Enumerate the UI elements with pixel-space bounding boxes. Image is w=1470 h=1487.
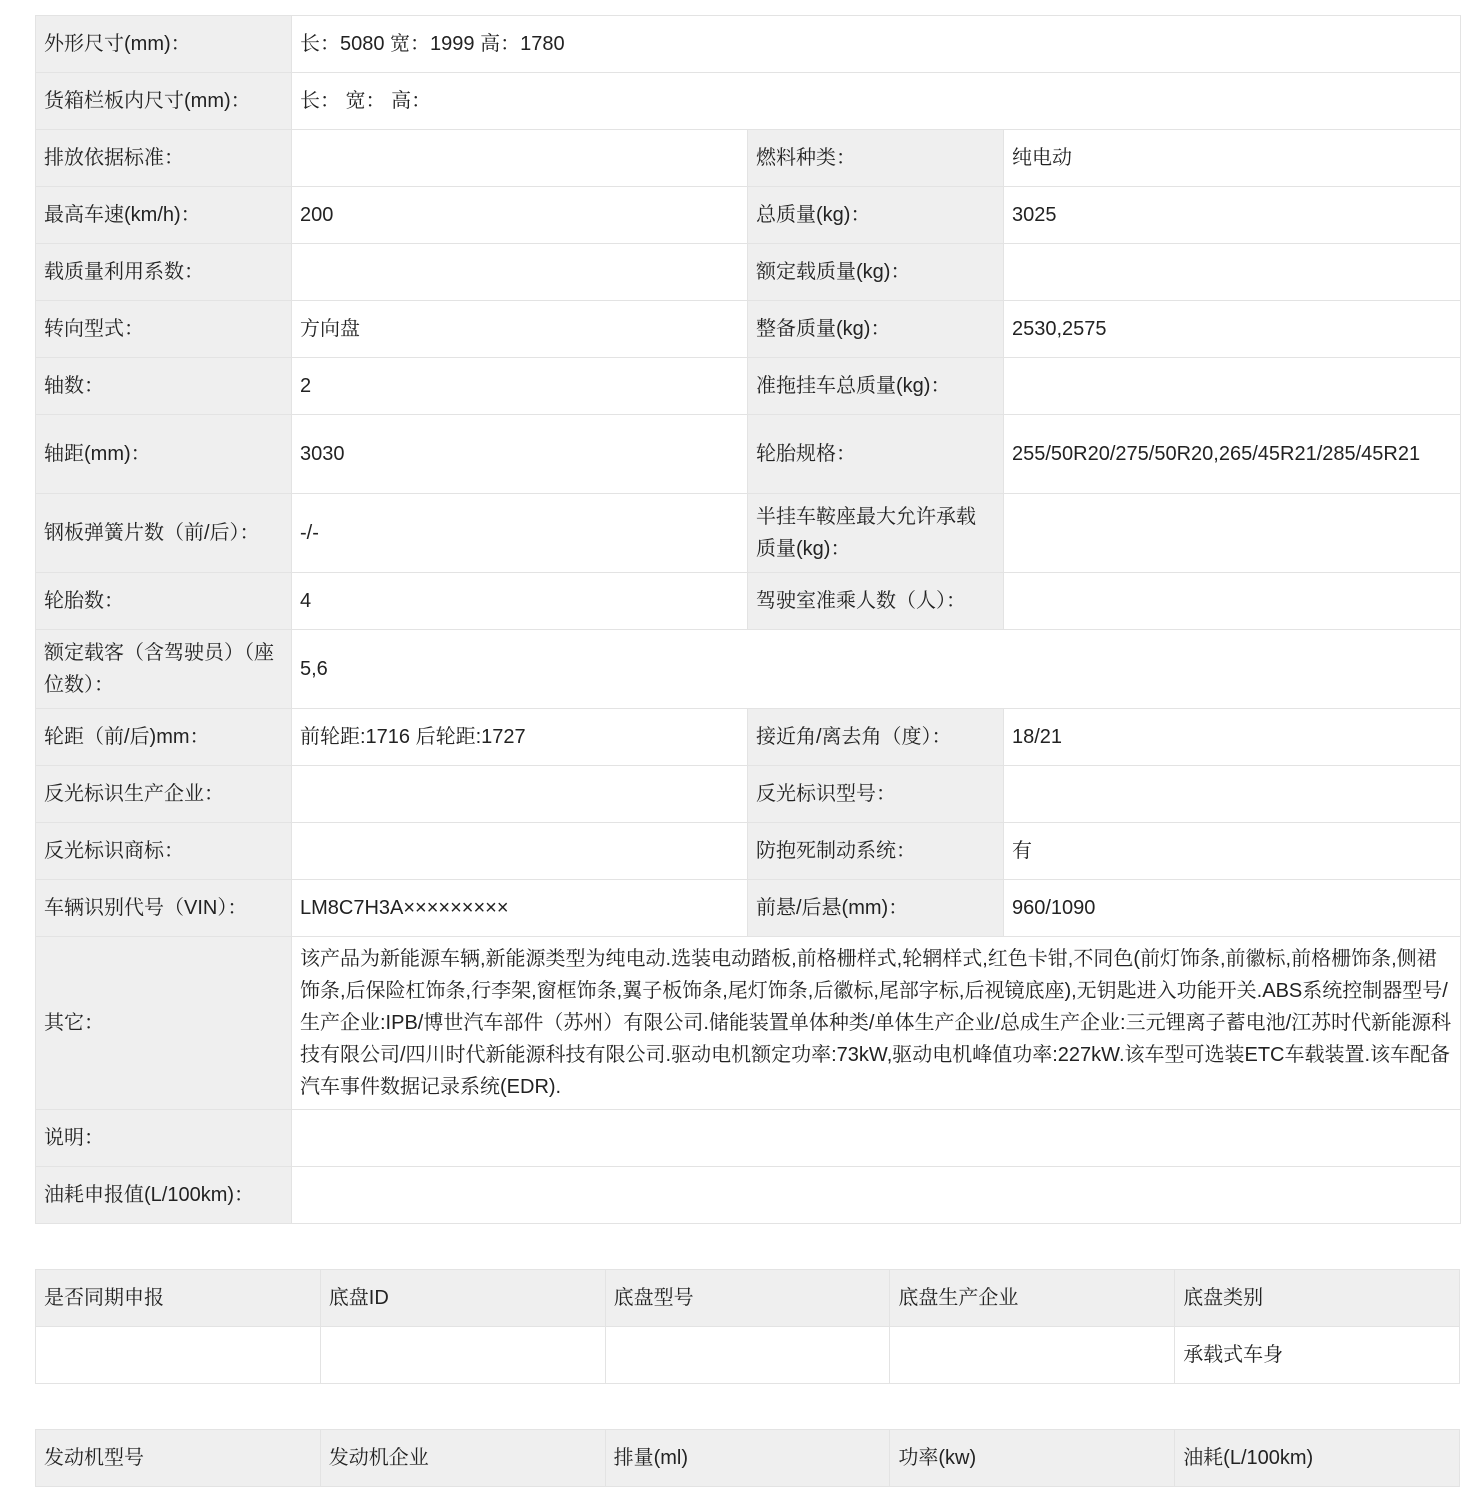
table-cell bbox=[320, 1327, 605, 1384]
table-row bbox=[36, 73, 1461, 130]
spec-value bbox=[1004, 358, 1461, 415]
spec-value: 2 bbox=[292, 358, 748, 415]
column-header: 发动机型号 bbox=[36, 1430, 321, 1487]
vehicle-spec-table bbox=[35, 15, 1461, 1224]
spec-value bbox=[292, 823, 748, 880]
table-row bbox=[36, 573, 1461, 630]
spec-value: 960/1090 bbox=[1004, 880, 1461, 937]
spec-label: 轮胎数： bbox=[36, 573, 292, 630]
spec-label: 防抱死制动系统： bbox=[748, 823, 1004, 880]
table-row bbox=[36, 494, 1461, 573]
spec-label: 轮胎规格： bbox=[748, 415, 1004, 494]
spec-value: 4 bbox=[292, 573, 748, 630]
spec-label: 驾驶室准乘人数（人）： bbox=[748, 573, 1004, 630]
column-header: 发动机企业 bbox=[320, 1430, 605, 1487]
table-row bbox=[36, 187, 1461, 244]
spec-value bbox=[292, 1110, 1461, 1167]
table-row bbox=[36, 1167, 1461, 1224]
column-header: 底盘ID bbox=[320, 1270, 605, 1327]
spec-value: -/- bbox=[292, 494, 748, 573]
table-row bbox=[36, 766, 1461, 823]
spec-label: 排放依据标准： bbox=[36, 130, 292, 187]
spec-label: 载质量利用系数： bbox=[36, 244, 292, 301]
column-header: 是否同期申报 bbox=[36, 1270, 321, 1327]
vin-value: LM8C7H3A××××××××× bbox=[292, 880, 748, 937]
spec-label: 总质量(kg)： bbox=[748, 187, 1004, 244]
table-row bbox=[36, 709, 1461, 766]
spec-label: 整备质量(kg)： bbox=[748, 301, 1004, 358]
spec-value: 有 bbox=[1004, 823, 1461, 880]
spec-label: 轴距(mm)： bbox=[36, 415, 292, 494]
spec-value: 5,6 bbox=[292, 630, 1461, 709]
table-row bbox=[36, 937, 1461, 1110]
spec-label: 最高车速(km/h)： bbox=[36, 187, 292, 244]
spec-label: 额定载质量(kg)： bbox=[748, 244, 1004, 301]
engine-table bbox=[35, 1429, 1460, 1487]
spec-value bbox=[1004, 573, 1461, 630]
spec-label: 准拖挂车总质量(kg)： bbox=[748, 358, 1004, 415]
table-row bbox=[36, 1327, 1460, 1384]
table-cell bbox=[605, 1327, 890, 1384]
spec-label: 半挂车鞍座最大允许承载质量(kg)： bbox=[748, 494, 1004, 573]
column-header: 排量(ml) bbox=[605, 1430, 890, 1487]
spec-value bbox=[1004, 244, 1461, 301]
spec-label: 其它： bbox=[36, 937, 292, 1110]
spec-label: 车辆识别代号（VIN）： bbox=[36, 880, 292, 937]
spec-label: 货箱栏板内尺寸(mm)： bbox=[36, 73, 292, 130]
spec-value bbox=[1004, 494, 1461, 573]
table-cell bbox=[890, 1327, 1175, 1384]
spec-value: 前轮距:1716 后轮距:1727 bbox=[292, 709, 748, 766]
spec-value bbox=[292, 244, 748, 301]
spec-value: 18/21 bbox=[1004, 709, 1461, 766]
spec-value bbox=[292, 1167, 1461, 1224]
spec-value: 方向盘 bbox=[292, 301, 748, 358]
table-header-row bbox=[36, 1270, 1460, 1327]
spec-label: 油耗申报值(L/100km)： bbox=[36, 1167, 292, 1224]
table-header-row bbox=[36, 1430, 1460, 1487]
table-row bbox=[36, 301, 1461, 358]
table-cell bbox=[36, 1327, 321, 1384]
column-header: 底盘型号 bbox=[605, 1270, 890, 1327]
table-row bbox=[36, 244, 1461, 301]
column-header: 油耗(L/100km) bbox=[1175, 1430, 1460, 1487]
spec-value: 纯电动 bbox=[1004, 130, 1461, 187]
spec-value: 长： 宽： 高： bbox=[292, 73, 1461, 130]
spec-label: 外形尺寸(mm)： bbox=[36, 16, 292, 73]
table-row bbox=[36, 823, 1461, 880]
spec-value bbox=[292, 130, 748, 187]
spec-label: 轮距（前/后)mm： bbox=[36, 709, 292, 766]
spec-value: 长：5080 宽：1999 高：1780 bbox=[292, 16, 1461, 73]
spec-label: 反光标识商标： bbox=[36, 823, 292, 880]
spec-label: 额定载客（含驾驶员）（座位数）： bbox=[36, 630, 292, 709]
spec-label: 反光标识型号： bbox=[748, 766, 1004, 823]
spec-value bbox=[1004, 766, 1461, 823]
spec-value: 3025 bbox=[1004, 187, 1461, 244]
spec-value: 3030 bbox=[292, 415, 748, 494]
table-cell: 承载式车身 bbox=[1175, 1327, 1460, 1384]
table-row bbox=[36, 415, 1461, 494]
spec-label: 轴数： bbox=[36, 358, 292, 415]
table-row bbox=[36, 1110, 1461, 1167]
spec-label: 燃料种类： bbox=[748, 130, 1004, 187]
spec-value bbox=[292, 766, 748, 823]
chassis-table bbox=[35, 1269, 1460, 1384]
spec-label: 说明： bbox=[36, 1110, 292, 1167]
table-row bbox=[36, 630, 1461, 709]
other-description: 该产品为新能源车辆,新能源类型为纯电动.选装电动踏板,前格栅样式,轮辋样式,红色卡钳,不同色(前灯饰条,前徽标,前格栅饰条,侧裙饰条,后保险杠饰条,行李架,窗框饰条,翼子板饰条,尾灯饰条,后徽标,尾部字标,后视镜底座),无钥匙进入功能开关.ABS系统控制器型号/生产企业:IPB/博世汽车部件（苏州）有限公司.储能装置单体种类/单体生产企业/总成生产企业:三元锂离子蓄电池/江苏时代新能源科技有限公司/四川时代新能源科技有限公司.驱动电机额定功率:73kW,驱动电机峰值功率:227kW.该车型可选装ETC车载装置.该车配备汽车事件数据记录系统(EDR). bbox=[292, 937, 1461, 1110]
spec-label: 钢板弹簧片数（前/后）： bbox=[36, 494, 292, 573]
table-row bbox=[36, 880, 1461, 937]
page bbox=[35, 15, 1460, 1487]
spec-label: 前悬/后悬(mm)： bbox=[748, 880, 1004, 937]
spec-value: 255/50R20/275/50R20,265/45R21/285/45R21 bbox=[1004, 415, 1461, 494]
spec-label: 反光标识生产企业： bbox=[36, 766, 292, 823]
table-row bbox=[36, 358, 1461, 415]
table-row bbox=[36, 130, 1461, 187]
column-header: 功率(kw) bbox=[890, 1430, 1175, 1487]
spec-label: 接近角/离去角（度）： bbox=[748, 709, 1004, 766]
spec-value: 200 bbox=[292, 187, 748, 244]
spec-label: 转向型式： bbox=[36, 301, 292, 358]
spec-value: 2530,2575 bbox=[1004, 301, 1461, 358]
column-header: 底盘类别 bbox=[1175, 1270, 1460, 1327]
table-row bbox=[36, 16, 1461, 73]
column-header: 底盘生产企业 bbox=[890, 1270, 1175, 1327]
